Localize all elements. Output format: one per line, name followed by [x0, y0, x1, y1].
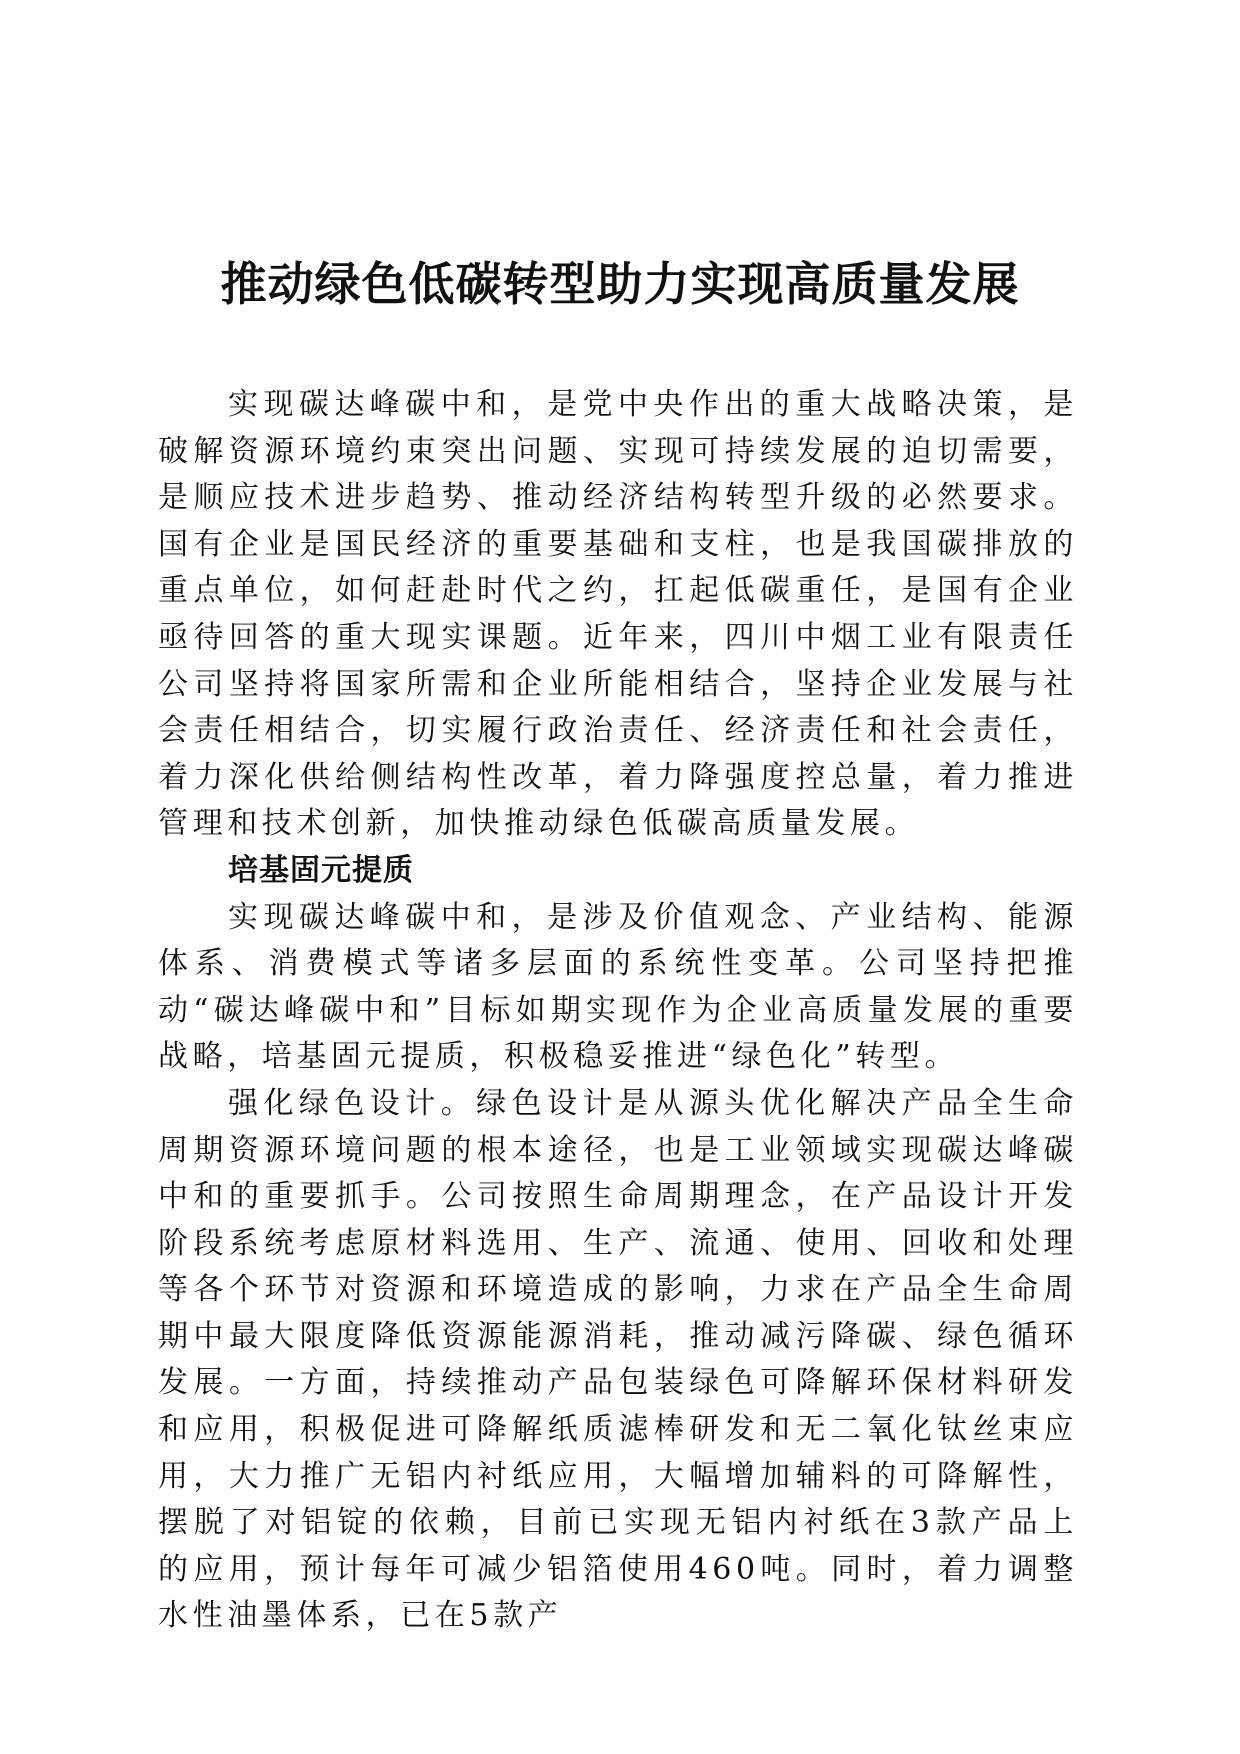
section-heading: 培基固元提质 — [228, 852, 414, 888]
intro-paragraph: 实现碳达峰碳中和，是党中央作出的重大战略决策，是破解资源环境约束突出问题、实现可持续发展的迫切需要，是顺应技术进步趋势、推动经济结构转型升级的必然要求。国有企业是国民经济的重要基础和支柱，也是我国碳排放的重点单位，如何赶赴时代之约，扛起低碳重任，是国有企业亟待回答的重大现实课题。近年来，四川中烟工业有限责任公司坚持将国家所需和企业所能相结合，坚持企业发展与社会责任相结合，切实履行政治责任、经济责任和社会责任，着力深化供给侧结构性改革，着力降强度控总量，着力推进管理和技术创新，加快推动绿色低碳高质量发展。 — [158, 387, 1078, 842]
section-paragraph: 实现碳达峰碳中和，是涉及价值观念、产业结构、能源体系、消费模式等诸多层面的系统性变革。公司坚持把推动“碳达峰碳中和”目标如期实现作为企业高质量发展的重要战略，培基固元提质，积极稳妥推进“绿色化”转型。 — [158, 899, 1078, 1075]
document-title: 推动绿色低碳转型助力实现高质量发展 — [220, 257, 1020, 311]
green-design-paragraph: 强化绿色设计。绿色设计是从源头优化解决产品全生命周期资源环境问题的根本途径，也是工业领域实现碳达峰碳中和的重要抓手。公司按照生命周期理念，在产品设计开发阶段系统考虑原材料选用、生产、流通、使用、回收和处理等各个环节对资源和环境造成的影响，力求在产品全生命周期中最大限度降低资源能源消耗，推动减污降碳、绿色循环发展。一方面，持续推动产品包装绿色可降解环保材料研发和应用，积极促进可降解纸质滤棒研发和无二氧化钛丝束应用，大力推广无铝内衬纸应用，大幅增加辅料的可降解性，摆脱了对铝锭的依赖，目前已实现无铝内衬纸在3款产品上的应用，预计每年可减少铝箔使用460吨。同时，着力调整水性油墨体系，已在5款产 — [158, 1085, 1078, 1634]
document-body — [158, 382, 1078, 1640]
